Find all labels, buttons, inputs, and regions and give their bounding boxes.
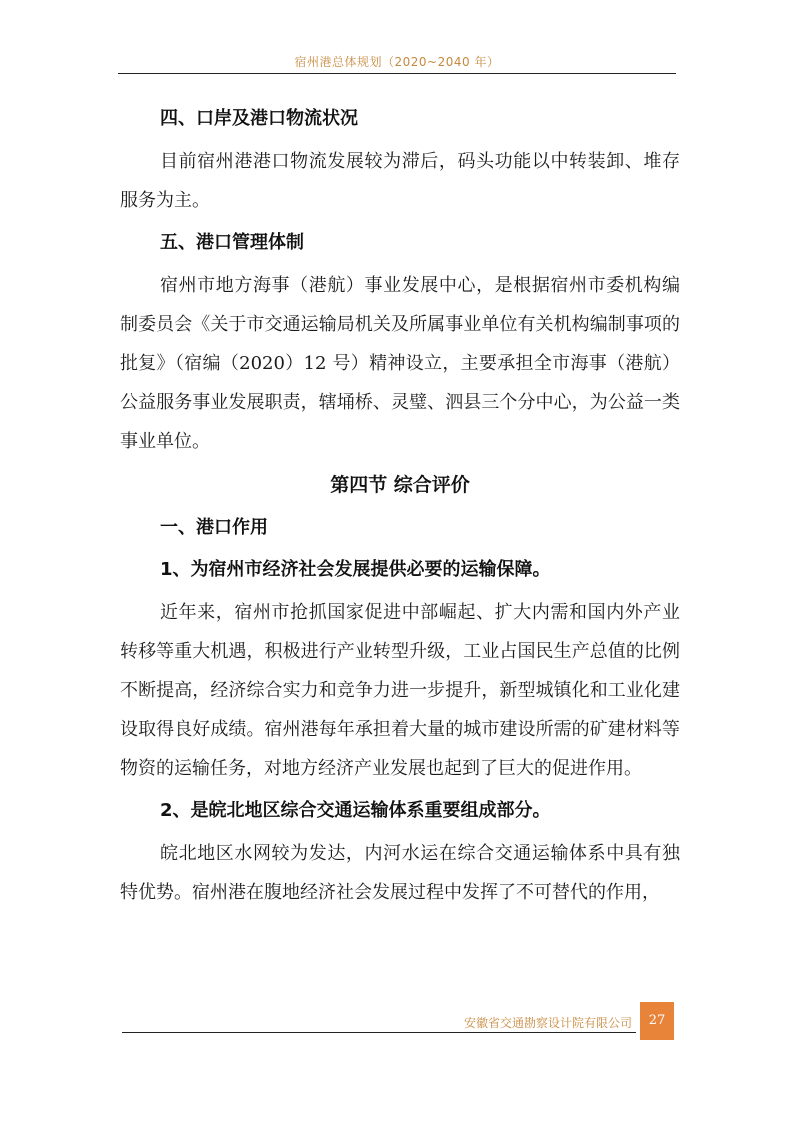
heading-port-role: 一、港口作用 (160, 517, 268, 538)
subheading-transport-system: 2、是皖北地区综合交通运输体系重要组成部分。 (160, 800, 551, 821)
page-number-badge: 27 (640, 1002, 674, 1040)
footer-divider (122, 1032, 636, 1033)
running-header-title: 宿州港总体规划（2020~2040 年） (294, 55, 500, 69)
heading-management-system: 五、港口管理体制 (160, 232, 304, 253)
paragraph-port-logistics: 目前宿州港港口物流发展较为滞后，码头功能以中转装卸、堆存服务为主。 (120, 151, 680, 211)
page-body (120, 100, 680, 912)
heading-port-logistics: 四、口岸及港口物流状况 (160, 108, 358, 129)
footer-company-name: 安徽省交通勘察设计院有限公司 (463, 1016, 632, 1030)
paragraph-transport-guarantee: 近年来，宿州市抢抓国家促进中部崛起、扩大内需和国内外产业转移等重大机遇，积极进行产业转型升级，工业占国民生产总值的比例不断提高，经济综合实力和竞争力进一步提升，新型城镇化和工业化建设取得良好成绩。宿州港每年承担着大量的城市建设所需的矿建材料等物资的运输任务，对地方经济产业发展也起到了巨大的促进作用。 (120, 602, 680, 779)
header-divider (118, 73, 676, 74)
subheading-transport-guarantee: 1、为宿州市经济社会发展提供必要的运输保障。 (160, 559, 551, 580)
paragraph-transport-system: 皖北地区水网较为发达，内河水运在综合交通运输体系中具有独特优势。宿州港在腹地经济社会发展过程中发挥了不可替代的作用， (120, 843, 680, 903)
section-title: 第四节 综合评价 (330, 474, 470, 496)
paragraph-management-system: 宿州市地方海事（港航）事业发展中心，是根据宿州市委机构编制委员会《关于市交通运输局机关及所属事业单位有关机构编制事项的批复》（宿编（2020）12 号）精神设立，主要承担全市海事（港航）公益服务事业发展职责，辖埇桥、灵璧、泗县三个分中心，为公益一类事业单位。 (120, 275, 680, 452)
